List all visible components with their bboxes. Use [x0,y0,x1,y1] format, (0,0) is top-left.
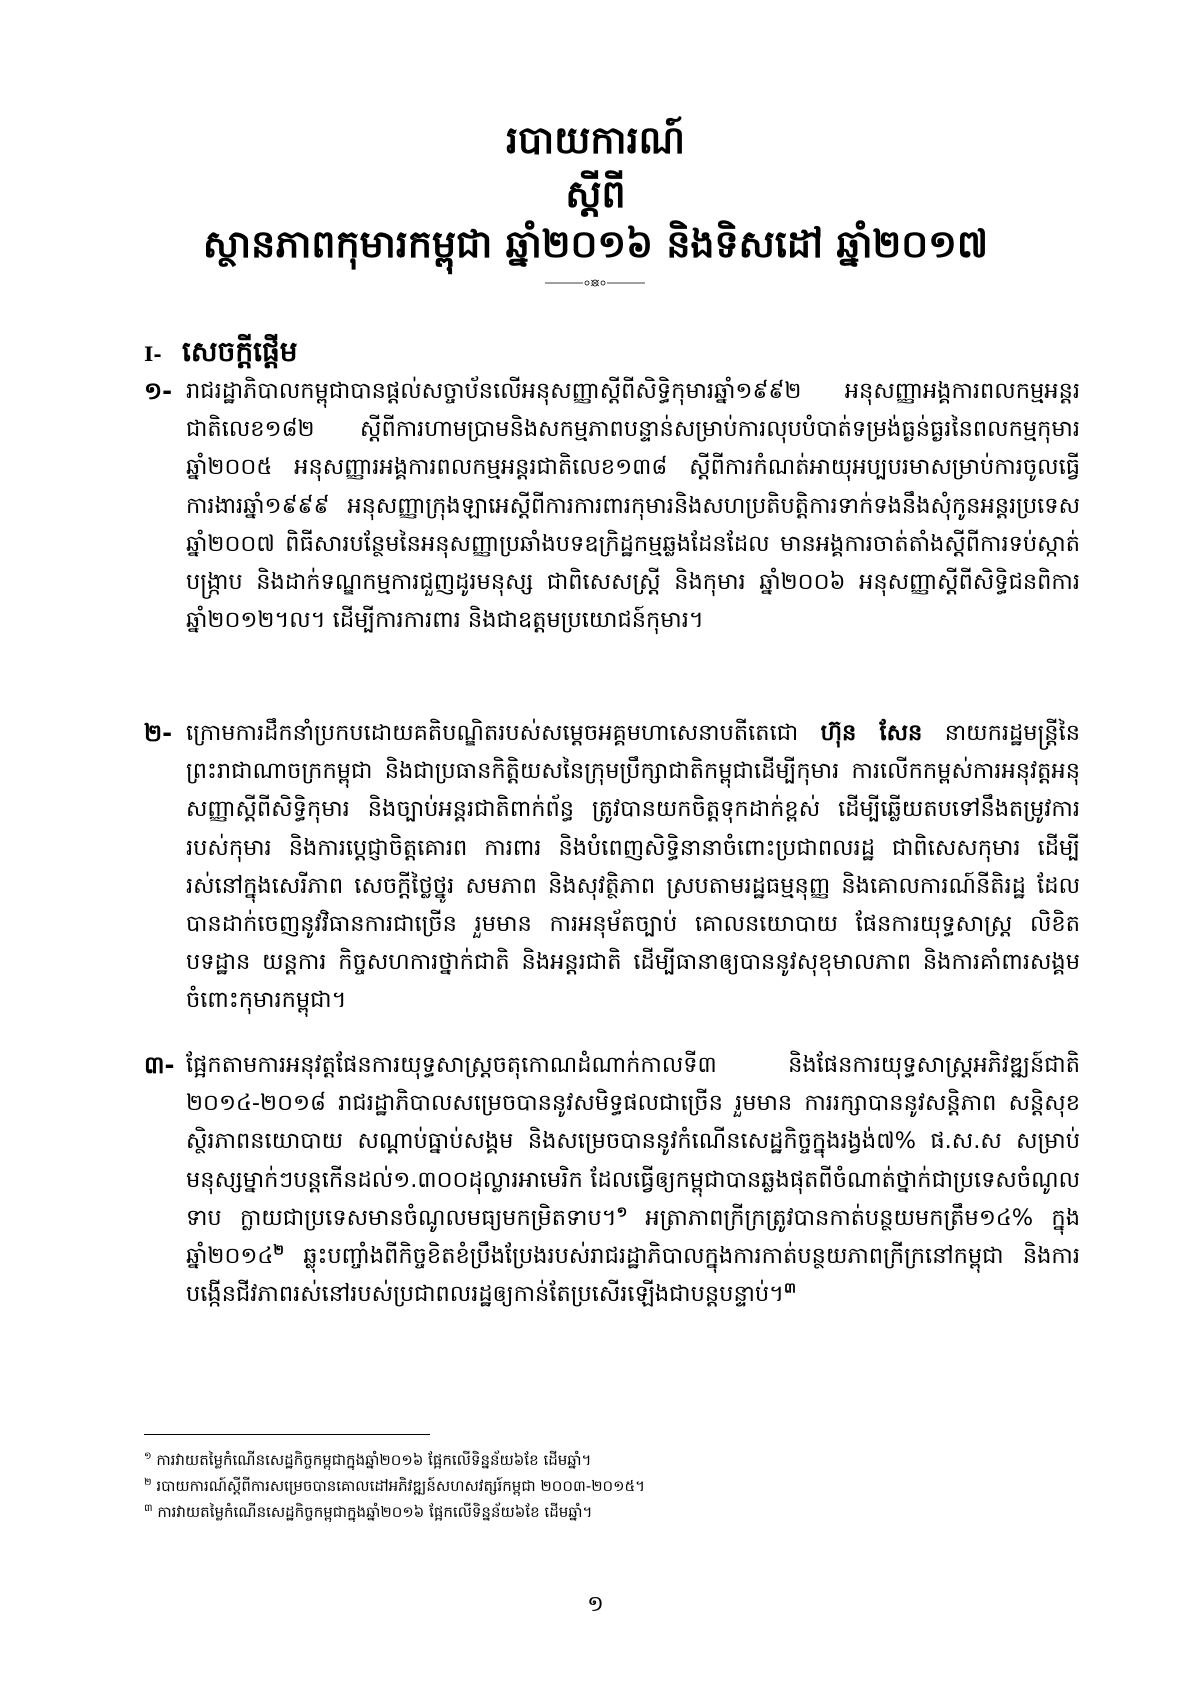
section-heading [144,334,298,374]
footnote-text: ការវាយតម្លៃកំណើនសេដ្ឋកិច្ចកម្ពុជាក្នុងឆ្នាំ២០១៦ ផ្អែកលើទិន្នន័យ៦ខែ ដើមឆ្នាំ។ [156,1451,592,1469]
footnote-ref-2[interactable]: ២ [273,1242,284,1259]
paragraph-number: ៣- [144,1051,175,1079]
footnote-2 [144,1470,1044,1496]
title-line-3: ស្ថានភាពកុមារកម្ពុជា ឆ្នាំ២០១៦ និងទិសដៅ ឆ្នាំ២០១៧ [202,222,989,266]
footnotes [144,1444,1044,1522]
ornament-divider-icon [545,276,645,290]
title-line-2: ស្ដីពី [565,172,626,216]
paragraph-text-part: អត្រាភាពក្រីក្រត្រូវបានកាត់បន្ថយមកត្រឹម១៤% ក្នុងឆ្នាំ២០១៤ [186,1204,1080,1270]
paragraph-text: រាជរដ្ឋាភិបាលកម្ពុជាបានផ្ដល់សច្ចាប័នលើអនុសញ្ញាស្ដីពីសិទ្ធិកុមារឆ្នាំ១៩៩២ អនុសញ្ញាអង្គការពលកម្មអន្តរជាតិលេខ១៨២ ស្ដីពីការហាមប្រាមនិងសកម្មភាពបន្ទាន់សម្រាប់ការលុបបំបាត់ទម្រង់ធ្ងន់ធ្ងរនៃពលកម្មកុមារឆ្នាំ២០០៥ អនុសញ្ញារអង្គការពលកម្មអន្តរជាតិលេខ១៣៨ ស្ដីពីការកំណត់អាយុអប្បបរមាសម្រាប់ការចូលធ្វើការងារឆ្នាំ១៩៩៩ អនុសញ្ញាក្រុងឡាអេស្ដីពីការការពារកុមារនិងសហប្រតិបត្តិការទាក់ទងនឹងសុំកូនអន្តរប្រទេសឆ្នាំ២០០៧ ពិធីសារបន្ថែមនៃអនុសញ្ញាប្រឆាំងបទឧក្រិដ្ឋកម្មឆ្លងដែនដែល មានអង្គការចាត់តាំងស្ដីពីការទប់ស្កាត់ បង្ក្រាប និងដាក់ទណ្ឌកម្មការជួញដូរមនុស្ស ជាពិសេសស្ត្រី និងកុមារ ឆ្នាំ២០០៦ អនុសញ្ញាស្ដីពីសិទ្ធិជនពិការឆ្នាំ២០១២។ល។ ដើម្បីការការពារ និងជាឧត្តមប្រយោជន៍កុមារ។ [186,378,1080,634]
paragraph-text [186,1046,1080,1366]
footnote-text: ការវាយតម្លៃកំណើនសេដ្ឋកិច្ចកម្ពុជាក្នុងឆ្នាំ២០១៦ ផ្អែកលើទិន្នន័យ៦ខែ ដើមឆ្នាំ។ [157,1503,593,1521]
title-line-1: របាយការណ៍ [505,118,686,162]
paragraph-2 [144,714,1080,1034]
footnote-mark: ២ [144,1477,152,1488]
footnote-ref-3[interactable]: ៣ [784,1280,796,1297]
paragraph-text-part: ឆ្លុះបញ្ចាំងពីកិច្ចខិតខំប្រឹងប្រែងរបស់រាជរដ្ឋាភិបាលក្នុងការកាត់បន្ថយភាពក្រីក្រនៅកម្ពុជា និងការបង្កើនជីវភាពរស់នៅរបស់ប្រជាពលរដ្ឋឲ្យកាន់តែប្រសើរឡើងជាបន្តបន្ទាប់។ [186,1243,1080,1308]
prime-minister-name: ហ៊ុន សែន [820,720,923,746]
paragraph-3 [144,1046,1080,1366]
paragraph-number: ២- [144,719,173,747]
footnote-mark: ១ [144,1451,152,1462]
footnote-text: របាយការណ៍ស្ដីពីការសម្រេចបានគោលដៅអភិវឌ្ឍន៍សហសវត្សរ៍កម្ពុជា ២០០៣-២០១៥។ [156,1477,646,1495]
paragraph-text-part: ផ្អែកតាមការអនុវត្តផែនការយុទ្ធសាស្ត្រចតុកោណដំណាក់កាលទី៣ និងផែនការយុទ្ធសាស្ត្រអភិវឌ្ឍន៍ជាតិ ២០១៤-២០១៨ រាជរដ្ឋាភិបាលសម្រេចបាននូវសមិទ្ធផលជាច្រើន រួមមាន ការរក្សាបាននូវសន្តិភាព សន្តិសុខ ស្ថិរភាពនយោបាយ សណ្ដាប់ធ្នាប់សង្គម និងសម្រេចបាននូវកំណើនសេដ្ឋកិច្ចក្នុងរង្វង់៧% ផ.ស.ស សម្រាប់មនុស្សម្នាក់ៗបន្តកើនដល់១.៣០០ដុល្លារអាមេរិក ដែលធ្វើឲ្យកម្ពុជាបានឆ្លងផុតពីចំណាត់ថ្នាក់ជាប្រទេសចំណូលទាប ក្លាយជាប្រទេសមានចំណូលមធ្យមកម្រិតទាប។ [186,1052,1080,1231]
footnote-mark: ៣ [144,1503,153,1514]
footnote-3 [144,1496,1044,1522]
section-number: I- [144,342,162,366]
paragraph-text-part: ក្រោមការដឹកនាំប្រកបដោយគតិបណ្ឌិតរបស់សម្ដេចអគ្គមហាសេនាបតីតេជោ [186,720,821,746]
paragraph-1 [144,372,1080,692]
report-title [0,112,1191,270]
paragraph-text-part: នាយករដ្ឋមន្ត្រីនៃព្រះរាជាណាចក្រកម្ពុជា និងជាប្រធានកិត្តិយសនៃក្រុមប្រឹក្សាជាតិកម្ពុជាដើម្បីកុមារ ការលើកកម្ពស់ការអនុវត្តអនុសញ្ញាស្ដីពីសិទ្ធិកុមារ និងច្បាប់អន្តរជាតិពាក់ព័ន្ធ ត្រូវបានយកចិត្តទុកដាក់ខ្ពស់ ដើម្បីឆ្លើយតបទៅនឹងតម្រូវការរបស់កុមារ និងការប្ដេជ្ញាចិត្តគោរព ការពារ និងបំពេញសិទ្ធិនានាចំពោះប្រជាពលរដ្ឋ ជាពិសេសកុមារ ដើម្បីរស់នៅក្នុងសេរីភាព សេចក្ដីថ្លៃថ្នូរ សមភាព និងសុវត្ថិភាព ស្របតាមរដ្ឋធម្មនុញ្ញ និងគោលការណ៍នីតិរដ្ឋ ដែលបានដាក់ចេញនូវវិធានការជាច្រើន រួមមាន ការអនុម័តច្បាប់ គោលនយោបាយ ផែនការយុទ្ធសាស្ត្រ លិខិតបទដ្ឋាន យន្តការ កិច្ចសហការថ្នាក់ជាតិ និងអន្តរជាតិ ដើម្បីធានាឲ្យបាននូវសុខុមាលភាព និងការគាំពារសង្គមចំពោះកុមារកម្ពុជា។ [186,720,1080,1014]
footnote-1 [144,1444,1044,1470]
footnote-separator [144,1434,430,1435]
paragraph-number: ១- [144,377,173,405]
footnote-ref-1[interactable]: ១ [616,1204,628,1221]
paragraph-text [186,714,1080,1034]
section-label: សេចក្ដីផ្ដើម [182,334,298,368]
page-number: ១ [587,1592,604,1617]
